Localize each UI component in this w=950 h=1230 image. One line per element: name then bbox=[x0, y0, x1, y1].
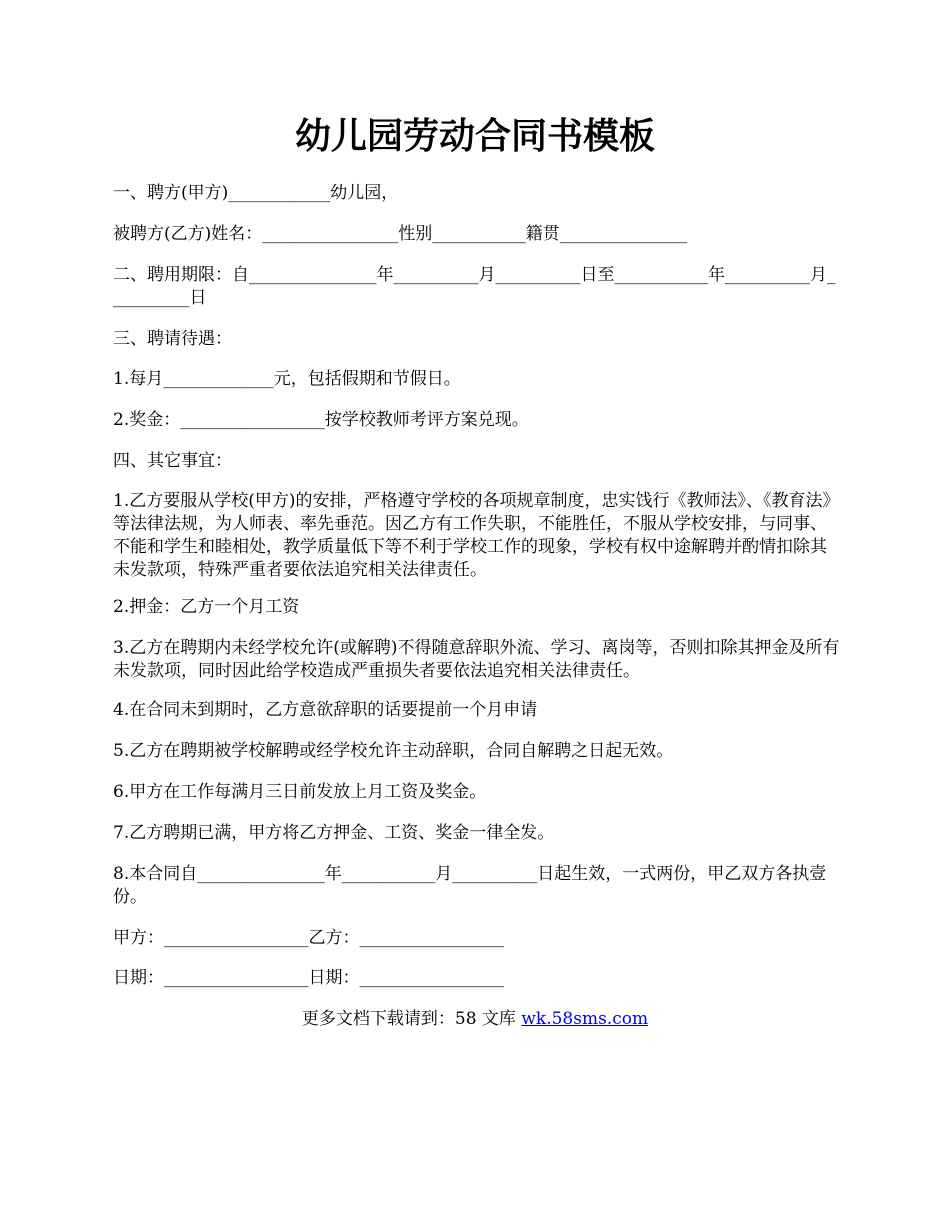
term-line: 二、聘用期限：自_______________年__________月__________日至___________年__________月__________日 bbox=[113, 265, 836, 308]
clause-3: 3.乙方在聘期内未经学校允许(或解聘)不得随意辞职外流、学习、离岗等，否则扣除其押金及所有未发款项，同时因此给学校造成严重损失者要依法追究相关法律责任。 bbox=[113, 638, 840, 681]
clause-2: 2.押金：乙方一个月工资 bbox=[113, 597, 300, 617]
footer bbox=[0, 1008, 950, 1031]
signature-line: 甲方：_________________乙方：_________________ bbox=[113, 928, 504, 948]
clause-7: 7.乙方聘期已满，甲方将乙方押金、工资、奖金一律全发。 bbox=[113, 823, 555, 843]
party-a-line: 一、聘方(甲方)____________幼儿园， bbox=[113, 183, 399, 203]
section-4-heading: 四、其它事宜： bbox=[113, 451, 232, 471]
clause-4: 4.在合同未到期时，乙方意欲辞职的话要提前一个月申请 bbox=[113, 700, 538, 720]
salary-line: 1.每月_____________元，包括假期和节假日。 bbox=[113, 369, 461, 389]
clause-6: 6.甲方在工作每满月三日前发放上月工资及奖金。 bbox=[113, 782, 487, 802]
clause-1: 1.乙方要服从学校(甲方)的安排，严格遵守学校的各项规章制度，忠实饯行《教师法》、《教育法》等法律法规，为人师表、率先垂范。因乙方有工作失职，不能胜任，不服从学校安排，与同事、不能和学生和睦相处，教学质量低下等不利于学校工作的现象，学校有权中途解聘并酌情扣除其未发款项，特殊严重者要依法追究相关法律责任。 bbox=[113, 491, 840, 580]
footer-text: 更多文档下载请到：58 文库 bbox=[301, 1009, 522, 1029]
party-b-line: 被聘方(乙方)姓名：________________性别___________籍贯_______________ bbox=[113, 224, 688, 244]
footer-link[interactable]: wk.58sms.com bbox=[521, 1009, 649, 1029]
clause-8: 8.本合同自_______________年___________月__________日起生效，一式两份，甲乙双方各执壹份。 bbox=[113, 864, 827, 907]
document-title: 幼儿园劳动合同书模板 bbox=[294, 115, 655, 157]
date-line: 日期：_________________日期：_________________ bbox=[113, 968, 504, 988]
section-3-heading: 三、聘请待遇： bbox=[113, 329, 232, 349]
bonus-line: 2.奖金：_________________按学校教师考评方案兑现。 bbox=[113, 410, 529, 430]
clause-5: 5.乙方在聘期被学校解聘或经学校允许主动辞职，合同自解聘之日起无效。 bbox=[113, 741, 674, 761]
